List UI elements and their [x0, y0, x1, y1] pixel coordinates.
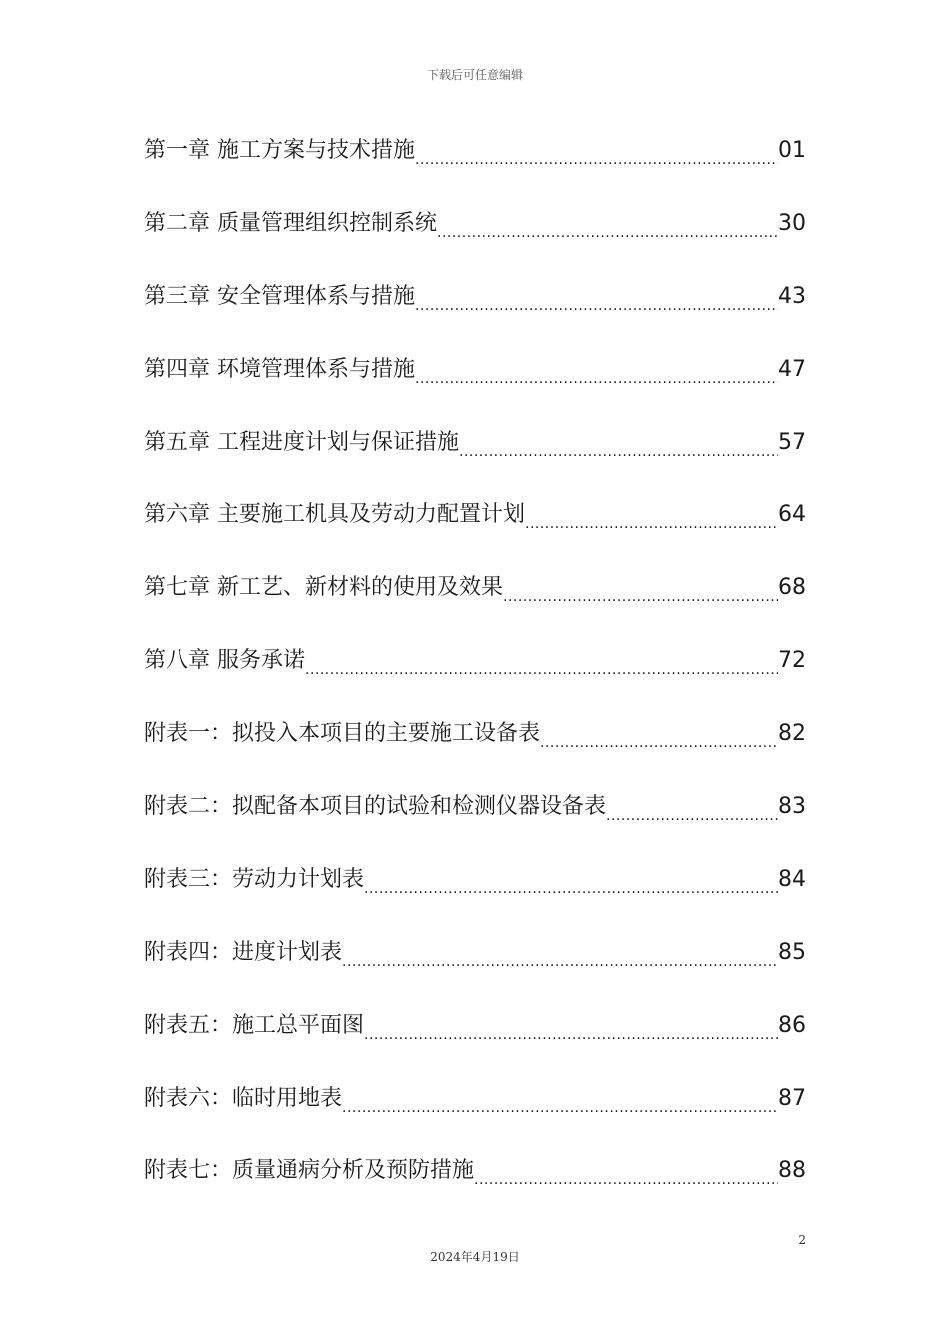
toc-entry[interactable]	[144, 787, 806, 827]
toc-entry-page: 57	[778, 429, 806, 455]
toc-entry-title: 附表一：拟投入本项目的主要施工设备表	[144, 721, 541, 747]
toc-entry-title: 附表二：拟配备本项目的试验和检测仪器设备表	[144, 794, 607, 820]
page-header-text: 下载后可任意编辑	[426, 68, 523, 82]
toc-entry[interactable]	[144, 423, 806, 463]
toc-dot-leader	[364, 1006, 778, 1046]
toc-entry-title: 第一章 施工方案与技术措施	[144, 138, 415, 163]
toc-entry-page: 01	[778, 138, 806, 163]
toc-entry-title: 第五章 工程进度计划与保证措施	[144, 429, 459, 455]
toc-entry[interactable]	[144, 131, 806, 171]
toc-dot-leader	[540, 714, 778, 754]
table-of-contents	[144, 131, 806, 1224]
toc-dot-leader	[437, 204, 778, 244]
toc-dot-leader	[305, 641, 778, 681]
toc-entry[interactable]	[144, 1006, 806, 1046]
toc-dot-leader	[415, 131, 778, 171]
toc-dot-leader	[459, 423, 778, 463]
toc-entry-page: 88	[778, 1158, 806, 1184]
toc-entry-page: 64	[778, 502, 806, 528]
toc-entry-title: 附表四：进度计划表	[144, 939, 343, 965]
toc-entry-page: 85	[778, 939, 806, 965]
toc-entry-page: 84	[778, 866, 806, 892]
toc-entry-title: 附表三：劳动力计划表	[144, 866, 365, 892]
toc-entry-title: 第二章 质量管理组织控制系统	[144, 210, 437, 236]
toc-entry-title: 第三章 安全管理体系与措施	[144, 283, 415, 309]
toc-entry-page: 87	[778, 1085, 806, 1111]
toc-entry-title: 第四章 环境管理体系与措施	[144, 356, 415, 382]
toc-entry[interactable]	[144, 641, 806, 681]
toc-entry[interactable]	[144, 204, 806, 244]
toc-entry[interactable]	[144, 933, 806, 973]
toc-entry-title: 附表五：施工总平面图	[144, 1012, 365, 1038]
toc-entry-title: 附表六：临时用地表	[144, 1085, 343, 1111]
toc-entry-title: 第六章 主要施工机具及劳动力配置计划	[144, 502, 525, 528]
toc-entry-title: 第八章 服务承诺	[144, 648, 305, 674]
toc-entry[interactable]	[144, 568, 806, 608]
toc-entry-page: 30	[778, 210, 806, 236]
toc-entry-page: 86	[778, 1012, 806, 1038]
toc-dot-leader	[474, 1151, 778, 1191]
toc-dot-leader	[342, 933, 778, 973]
toc-dot-leader	[525, 495, 778, 535]
toc-entry-page: 68	[778, 575, 806, 601]
toc-entry-page: 72	[778, 648, 806, 674]
toc-entry-page: 82	[778, 721, 806, 747]
toc-entry-title: 附表七：质量通病分析及预防措施	[144, 1158, 475, 1184]
toc-dot-leader	[342, 1079, 778, 1119]
toc-dot-leader	[503, 568, 778, 608]
toc-dot-leader	[364, 860, 778, 900]
toc-entry[interactable]	[144, 495, 806, 535]
toc-dot-leader	[415, 350, 778, 390]
toc-entry[interactable]	[144, 1079, 806, 1119]
toc-entry-page: 83	[778, 794, 806, 820]
toc-dot-leader	[415, 277, 778, 317]
footer-date: 2024年4月19日	[430, 1250, 520, 1264]
toc-entry[interactable]	[144, 350, 806, 390]
toc-entry[interactable]	[144, 1151, 806, 1191]
toc-entry[interactable]	[144, 714, 806, 754]
toc-entry-title: 第七章 新工艺、新材料的使用及效果	[144, 575, 503, 601]
toc-entry[interactable]	[144, 860, 806, 900]
toc-dot-leader	[606, 787, 778, 827]
toc-entry-page: 47	[778, 356, 806, 382]
toc-entry-page: 43	[778, 283, 806, 309]
page-number: 2	[798, 1233, 806, 1247]
toc-entry[interactable]	[144, 277, 806, 317]
